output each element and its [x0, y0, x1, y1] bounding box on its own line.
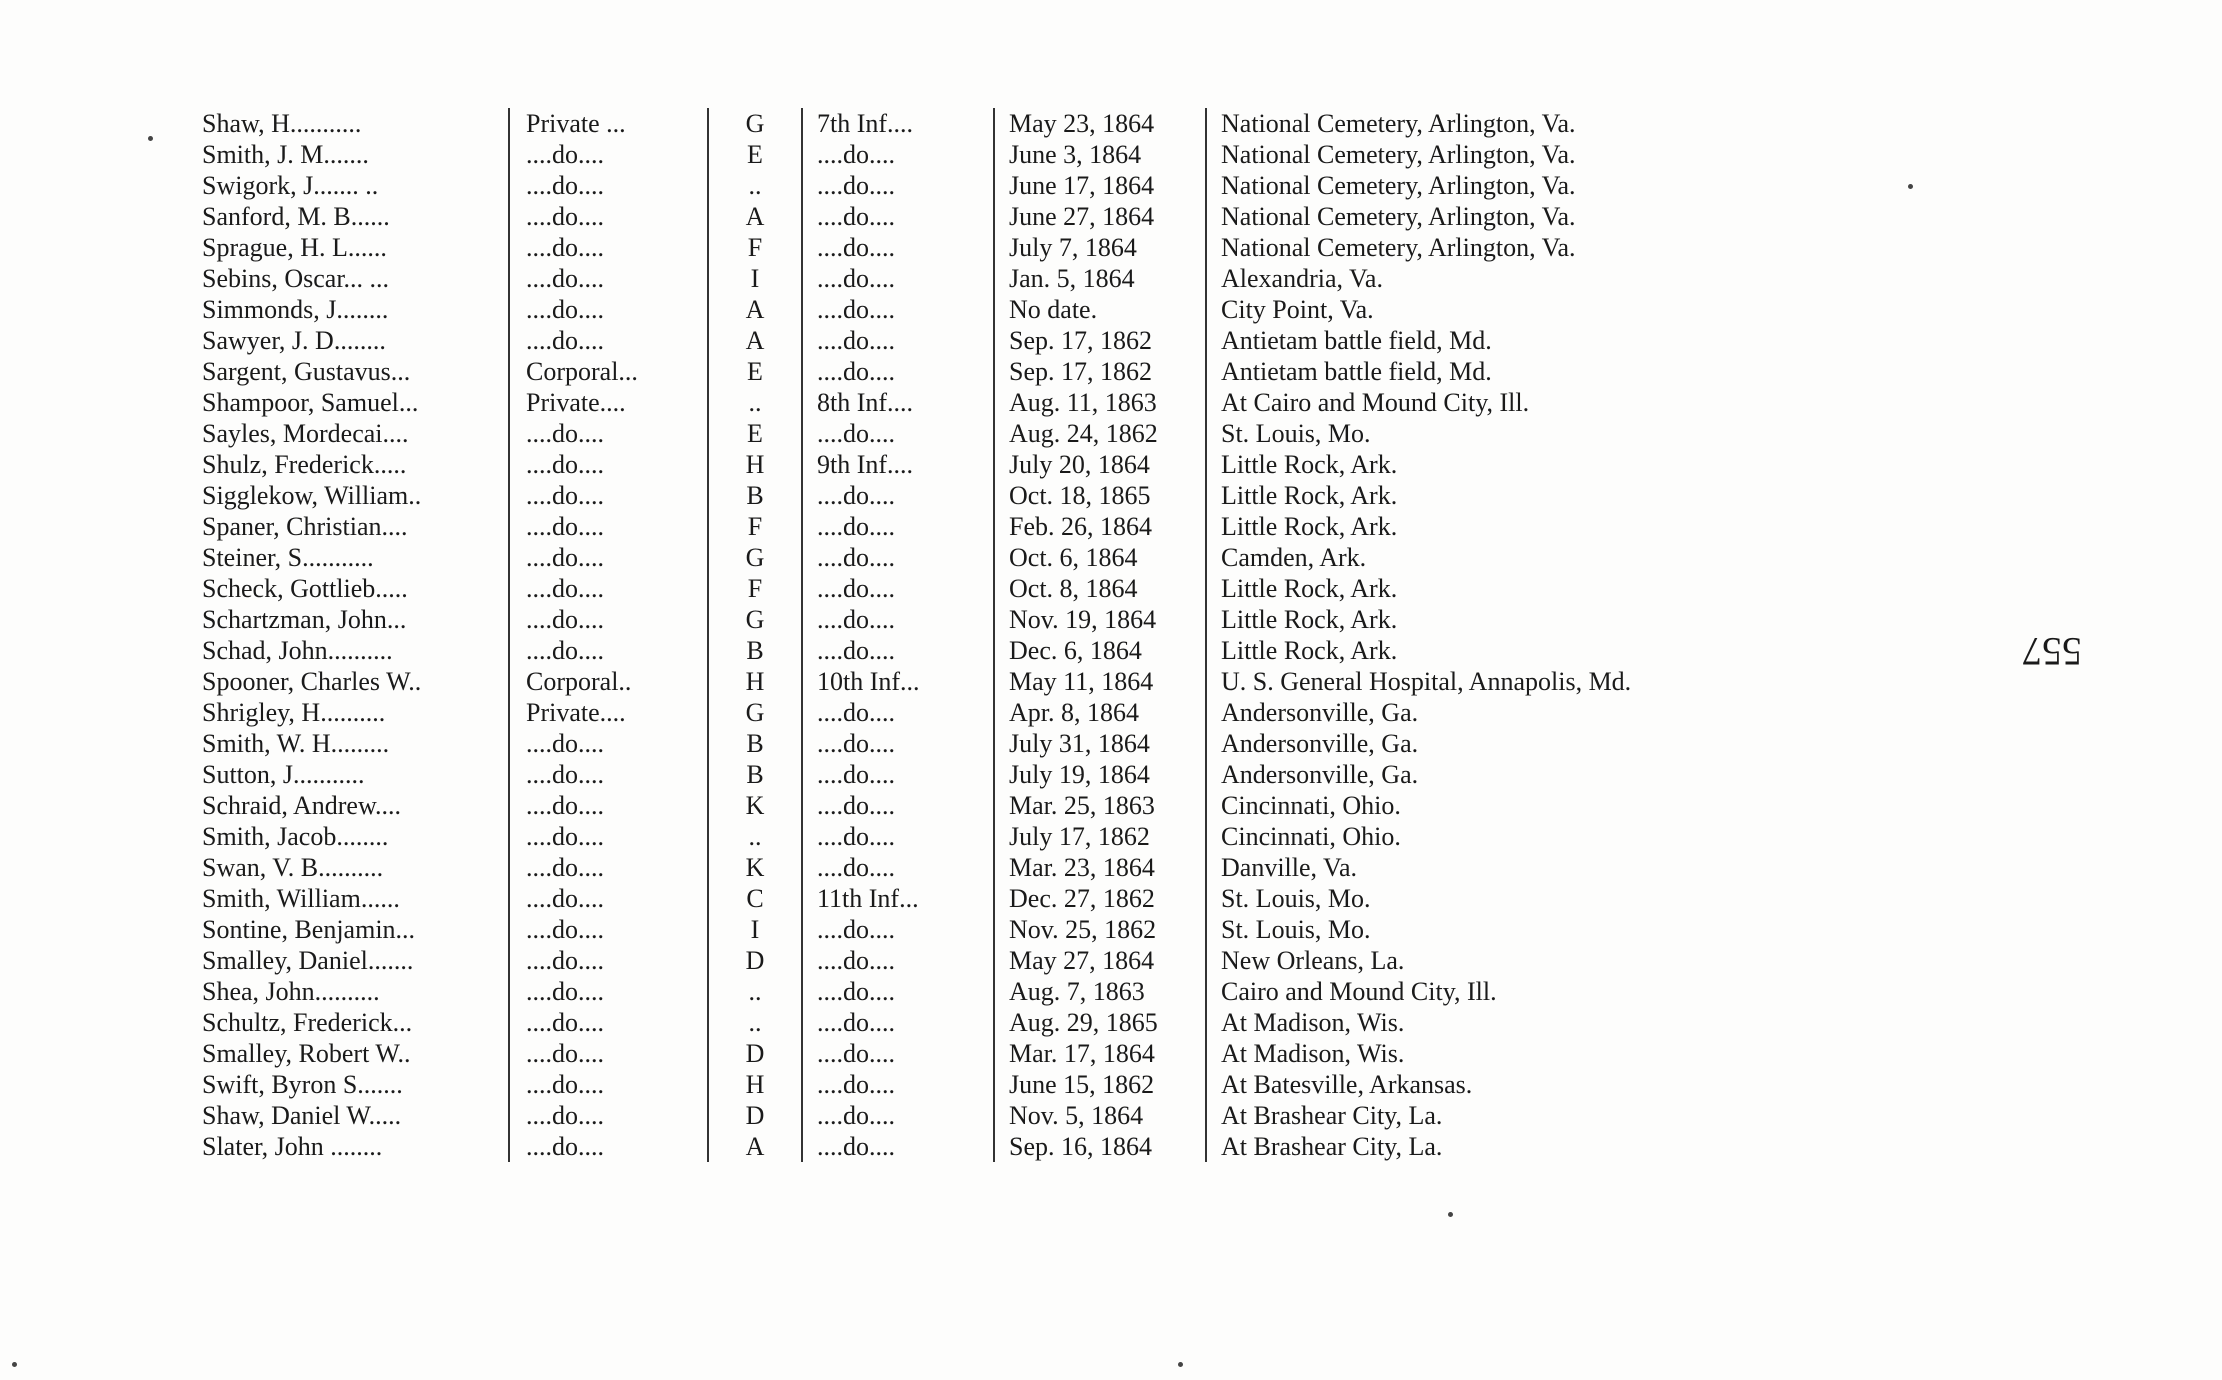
rank-cell: ....do....	[509, 201, 708, 232]
company-cell: B	[708, 728, 802, 759]
roster-body	[196, 108, 1637, 1162]
regiment-cell: 10th Inf...	[802, 666, 994, 697]
company-cell: G	[708, 542, 802, 573]
death-date-cell: Feb. 26, 1864	[994, 511, 1206, 542]
death-date-cell: Sep. 16, 1864	[994, 1131, 1206, 1162]
soldier-name-cell: Sontine, Benjamin...	[202, 915, 416, 944]
table-row	[196, 418, 1637, 449]
rank-cell: ....do....	[509, 790, 708, 821]
soldier-name-cell: Swan, V. B..........	[202, 853, 384, 882]
soldier-name-cell: Smith, William......	[202, 884, 400, 913]
burial-place-cell: St. Louis, Mo.	[1206, 914, 1637, 945]
company-cell: B	[708, 759, 802, 790]
soldier-name-cell: Sargent, Gustavus...	[202, 357, 411, 386]
table-row	[196, 201, 1637, 232]
burial-place-cell: At Brashear City, La.	[1206, 1100, 1637, 1131]
company-cell: A	[708, 1131, 802, 1162]
table-row	[196, 356, 1637, 387]
company-cell: G	[708, 108, 802, 139]
death-date-cell: No date.	[994, 294, 1206, 325]
burial-place-cell: Camden, Ark.	[1206, 542, 1637, 573]
soldier-name-cell: Scheck, Gottlieb.....	[202, 574, 408, 603]
company-cell: F	[708, 232, 802, 263]
table-row	[196, 945, 1637, 976]
company-cell: D	[708, 1100, 802, 1131]
soldier-name-cell: Sigglekow, William..	[202, 481, 422, 510]
rank-cell: Corporal...	[509, 356, 708, 387]
table-row	[196, 821, 1637, 852]
ink-speck	[1908, 184, 1913, 189]
rank-cell: ....do....	[509, 1007, 708, 1038]
company-cell: E	[708, 356, 802, 387]
death-date-cell: May 11, 1864	[994, 666, 1206, 697]
regiment-cell: ....do....	[802, 1038, 994, 1069]
company-cell: I	[708, 914, 802, 945]
rank-cell: ....do....	[509, 883, 708, 914]
company-cell: K	[708, 852, 802, 883]
company-cell: G	[708, 604, 802, 635]
rank-cell: ....do....	[509, 449, 708, 480]
burial-place-cell: Cincinnati, Ohio.	[1206, 790, 1637, 821]
regiment-cell: ....do....	[802, 635, 994, 666]
regiment-cell: ....do....	[802, 325, 994, 356]
burial-place-cell: Cairo and Mound City, Ill.	[1206, 976, 1637, 1007]
company-cell: F	[708, 511, 802, 542]
company-cell: B	[708, 635, 802, 666]
soldier-name-cell: Smith, Jacob........	[202, 822, 389, 851]
death-date-cell: Aug. 29, 1865	[994, 1007, 1206, 1038]
regiment-cell: 8th Inf....	[802, 387, 994, 418]
regiment-cell: ....do....	[802, 170, 994, 201]
regiment-cell: ....do....	[802, 418, 994, 449]
rank-cell: ....do....	[509, 728, 708, 759]
rank-cell: ....do....	[509, 1100, 708, 1131]
company-cell: ..	[708, 821, 802, 852]
burial-place-cell: City Point, Va.	[1206, 294, 1637, 325]
table-row	[196, 1038, 1637, 1069]
burial-place-cell: National Cemetery, Arlington, Va.	[1206, 232, 1637, 263]
regiment-cell: ....do....	[802, 821, 994, 852]
company-cell: ..	[708, 1007, 802, 1038]
soldier-name-cell: Schultz, Frederick...	[202, 1008, 413, 1037]
burial-place-cell: Alexandria, Va.	[1206, 263, 1637, 294]
rank-cell: Private ...	[509, 108, 708, 139]
table-row	[196, 573, 1637, 604]
rank-cell: ....do....	[509, 170, 708, 201]
regiment-cell: ....do....	[802, 1100, 994, 1131]
ink-speck	[1178, 1362, 1183, 1367]
table-row	[196, 1100, 1637, 1131]
company-cell: H	[708, 449, 802, 480]
death-date-cell: Apr. 8, 1864	[994, 697, 1206, 728]
table-row	[196, 697, 1637, 728]
soldier-name-cell: Sprague, H. L......	[202, 233, 387, 262]
death-date-cell: Oct. 8, 1864	[994, 573, 1206, 604]
burial-place-cell: National Cemetery, Arlington, Va.	[1206, 201, 1637, 232]
death-date-cell: July 7, 1864	[994, 232, 1206, 263]
burial-place-cell: St. Louis, Mo.	[1206, 418, 1637, 449]
company-cell: ..	[708, 170, 802, 201]
soldier-name-cell: Smith, W. H.........	[202, 729, 390, 758]
burial-place-cell: Little Rock, Ark.	[1206, 449, 1637, 480]
death-date-cell: Oct. 6, 1864	[994, 542, 1206, 573]
soldier-name-cell: Sanford, M. B......	[202, 202, 390, 231]
regiment-cell: ....do....	[802, 976, 994, 1007]
burial-place-cell: Antietam battle field, Md.	[1206, 356, 1637, 387]
table-row	[196, 232, 1637, 263]
company-cell: E	[708, 418, 802, 449]
death-date-cell: Mar. 25, 1863	[994, 790, 1206, 821]
table-row	[196, 852, 1637, 883]
burial-place-cell: At Cairo and Mound City, Ill.	[1206, 387, 1637, 418]
burial-place-cell: Cincinnati, Ohio.	[1206, 821, 1637, 852]
table-row	[196, 542, 1637, 573]
soldier-name-cell: Sebins, Oscar... ...	[202, 264, 390, 293]
table-row	[196, 728, 1637, 759]
company-cell: D	[708, 945, 802, 976]
company-cell: A	[708, 325, 802, 356]
rank-cell: Private....	[509, 387, 708, 418]
death-date-cell: June 27, 1864	[994, 201, 1206, 232]
soldier-name-cell: Schraid, Andrew....	[202, 791, 402, 820]
regiment-cell: ....do....	[802, 356, 994, 387]
rank-cell: ....do....	[509, 294, 708, 325]
soldier-name-cell: Shea, John..........	[202, 977, 380, 1006]
soldier-name-cell: Simmonds, J........	[202, 295, 389, 324]
company-cell: D	[708, 1038, 802, 1069]
regiment-cell: ....do....	[802, 139, 994, 170]
soldier-name-cell: Schartzman, John...	[202, 605, 407, 634]
page-number: 557	[2022, 629, 2082, 674]
rank-cell: ....do....	[509, 976, 708, 1007]
death-date-cell: Nov. 19, 1864	[994, 604, 1206, 635]
table-row	[196, 914, 1637, 945]
regiment-cell: ....do....	[802, 945, 994, 976]
regiment-cell: ....do....	[802, 232, 994, 263]
burial-place-cell: Little Rock, Ark.	[1206, 635, 1637, 666]
death-date-cell: July 19, 1864	[994, 759, 1206, 790]
death-date-cell: Aug. 7, 1863	[994, 976, 1206, 1007]
regiment-cell: ....do....	[802, 263, 994, 294]
rank-cell: Corporal..	[509, 666, 708, 697]
rank-cell: ....do....	[509, 542, 708, 573]
rank-cell: ....do....	[509, 480, 708, 511]
company-cell: H	[708, 666, 802, 697]
company-cell: ..	[708, 976, 802, 1007]
death-date-cell: Mar. 23, 1864	[994, 852, 1206, 883]
regiment-cell: ....do....	[802, 759, 994, 790]
rank-cell: ....do....	[509, 1069, 708, 1100]
regiment-cell: ....do....	[802, 573, 994, 604]
table-row	[196, 604, 1637, 635]
company-cell: E	[708, 139, 802, 170]
table-row	[196, 1069, 1637, 1100]
death-date-cell: Aug. 24, 1862	[994, 418, 1206, 449]
soldier-name-cell: Sawyer, J. D........	[202, 326, 386, 355]
company-cell: K	[708, 790, 802, 821]
table-row	[196, 449, 1637, 480]
rank-cell: ....do....	[509, 263, 708, 294]
ink-speck	[148, 136, 153, 141]
burial-place-cell: Andersonville, Ga.	[1206, 697, 1637, 728]
burial-place-cell: Little Rock, Ark.	[1206, 480, 1637, 511]
soldier-name-cell: Shaw, H...........	[202, 109, 362, 138]
soldier-name-cell: Shaw, Daniel W.....	[202, 1101, 402, 1130]
regiment-cell: ....do....	[802, 728, 994, 759]
death-date-cell: Mar. 17, 1864	[994, 1038, 1206, 1069]
company-cell: A	[708, 201, 802, 232]
soldier-name-cell: Steiner, S...........	[202, 543, 374, 572]
regiment-cell: ....do....	[802, 1007, 994, 1038]
death-date-cell: Dec. 6, 1864	[994, 635, 1206, 666]
rank-cell: ....do....	[509, 232, 708, 263]
soldier-name-cell: Sayles, Mordecai....	[202, 419, 409, 448]
rank-cell: ....do....	[509, 821, 708, 852]
regiment-cell: ....do....	[802, 480, 994, 511]
burial-place-cell: U. S. General Hospital, Annapolis, Md.	[1206, 666, 1637, 697]
burial-place-cell: At Batesville, Arkansas.	[1206, 1069, 1637, 1100]
rank-cell: ....do....	[509, 325, 708, 356]
death-date-cell: July 20, 1864	[994, 449, 1206, 480]
death-date-cell: Aug. 11, 1863	[994, 387, 1206, 418]
soldier-name-cell: Shampoor, Samuel...	[202, 388, 419, 417]
burial-place-cell: At Madison, Wis.	[1206, 1038, 1637, 1069]
regiment-cell: ....do....	[802, 852, 994, 883]
regiment-cell: 9th Inf....	[802, 449, 994, 480]
soldier-name-cell: Swift, Byron S.......	[202, 1070, 403, 1099]
regiment-cell: ....do....	[802, 914, 994, 945]
rank-cell: ....do....	[509, 604, 708, 635]
company-cell: G	[708, 697, 802, 728]
table-row	[196, 108, 1637, 139]
death-date-cell: Nov. 25, 1862	[994, 914, 1206, 945]
company-cell: I	[708, 263, 802, 294]
table-row	[196, 1131, 1637, 1162]
table-row	[196, 263, 1637, 294]
burial-place-cell: Andersonville, Ga.	[1206, 728, 1637, 759]
table-row	[196, 170, 1637, 201]
company-cell: B	[708, 480, 802, 511]
burial-place-cell: National Cemetery, Arlington, Va.	[1206, 108, 1637, 139]
regiment-cell: ....do....	[802, 294, 994, 325]
table-row	[196, 387, 1637, 418]
burial-place-cell: National Cemetery, Arlington, Va.	[1206, 170, 1637, 201]
soldier-name-cell: Spooner, Charles W..	[202, 667, 422, 696]
rank-cell: ....do....	[509, 759, 708, 790]
burial-place-cell: Little Rock, Ark.	[1206, 511, 1637, 542]
soldier-name-cell: Smith, J. M.......	[202, 140, 369, 169]
table-row	[196, 759, 1637, 790]
rank-cell: ....do....	[509, 1131, 708, 1162]
regiment-cell: ....do....	[802, 790, 994, 821]
table-row	[196, 883, 1637, 914]
regiment-cell: ....do....	[802, 1131, 994, 1162]
death-date-cell: July 17, 1862	[994, 821, 1206, 852]
burial-place-cell: At Brashear City, La.	[1206, 1131, 1637, 1162]
rank-cell: ....do....	[509, 635, 708, 666]
regiment-cell: ....do....	[802, 604, 994, 635]
company-cell: F	[708, 573, 802, 604]
soldier-name-cell: Spaner, Christian....	[202, 512, 408, 541]
table-row	[196, 480, 1637, 511]
burial-place-cell: New Orleans, La.	[1206, 945, 1637, 976]
death-date-cell: Sep. 17, 1862	[994, 356, 1206, 387]
regiment-cell: ....do....	[802, 542, 994, 573]
regiment-cell: 11th Inf...	[802, 883, 994, 914]
regiment-cell: 7th Inf....	[802, 108, 994, 139]
burial-place-cell: Antietam battle field, Md.	[1206, 325, 1637, 356]
burial-place-cell: Little Rock, Ark.	[1206, 604, 1637, 635]
table-row	[196, 635, 1637, 666]
rank-cell: ....do....	[509, 914, 708, 945]
death-date-cell: Nov. 5, 1864	[994, 1100, 1206, 1131]
death-date-cell: May 27, 1864	[994, 945, 1206, 976]
soldier-name-cell: Slater, John ........	[202, 1132, 383, 1161]
death-date-cell: Oct. 18, 1865	[994, 480, 1206, 511]
roster-table	[196, 108, 1637, 1162]
death-date-cell: Sep. 17, 1862	[994, 325, 1206, 356]
burial-place-cell: Little Rock, Ark.	[1206, 573, 1637, 604]
table-row	[196, 511, 1637, 542]
soldier-name-cell: Shulz, Frederick.....	[202, 450, 407, 479]
death-date-cell: Dec. 27, 1862	[994, 883, 1206, 914]
soldier-name-cell: Schad, John..........	[202, 636, 393, 665]
regiment-cell: ....do....	[802, 697, 994, 728]
table-row	[196, 666, 1637, 697]
rank-cell: ....do....	[509, 1038, 708, 1069]
soldier-name-cell: Swigork, J....... ..	[202, 171, 379, 200]
burial-place-cell: At Madison, Wis.	[1206, 1007, 1637, 1038]
company-cell: H	[708, 1069, 802, 1100]
soldier-name-cell: Smalley, Robert W..	[202, 1039, 411, 1068]
rank-cell: ....do....	[509, 573, 708, 604]
rank-cell: ....do....	[509, 418, 708, 449]
regiment-cell: ....do....	[802, 1069, 994, 1100]
regiment-cell: ....do....	[802, 511, 994, 542]
burial-place-cell: Andersonville, Ga.	[1206, 759, 1637, 790]
soldier-name-cell: Shrigley, H..........	[202, 698, 386, 727]
company-cell: ..	[708, 387, 802, 418]
ink-speck	[12, 1362, 17, 1367]
company-cell: C	[708, 883, 802, 914]
table-row	[196, 325, 1637, 356]
death-date-cell: June 15, 1862	[994, 1069, 1206, 1100]
rank-cell: ....do....	[509, 139, 708, 170]
burial-place-cell: St. Louis, Mo.	[1206, 883, 1637, 914]
rank-cell: ....do....	[509, 852, 708, 883]
table-row	[196, 790, 1637, 821]
rank-cell: ....do....	[509, 945, 708, 976]
table-row	[196, 294, 1637, 325]
regiment-cell: ....do....	[802, 201, 994, 232]
rank-cell: ....do....	[509, 511, 708, 542]
soldier-name-cell: Sutton, J...........	[202, 760, 365, 789]
rank-cell: Private....	[509, 697, 708, 728]
death-date-cell: May 23, 1864	[994, 108, 1206, 139]
table-row	[196, 976, 1637, 1007]
death-date-cell: June 3, 1864	[994, 139, 1206, 170]
ink-speck	[1448, 1212, 1453, 1217]
death-date-cell: June 17, 1864	[994, 170, 1206, 201]
burial-place-cell: Danville, Va.	[1206, 852, 1637, 883]
death-date-cell: Jan. 5, 1864	[994, 263, 1206, 294]
table-row	[196, 1007, 1637, 1038]
table-row	[196, 139, 1637, 170]
company-cell: A	[708, 294, 802, 325]
burial-place-cell: National Cemetery, Arlington, Va.	[1206, 139, 1637, 170]
soldier-name-cell: Smalley, Daniel.......	[202, 946, 414, 975]
death-date-cell: July 31, 1864	[994, 728, 1206, 759]
